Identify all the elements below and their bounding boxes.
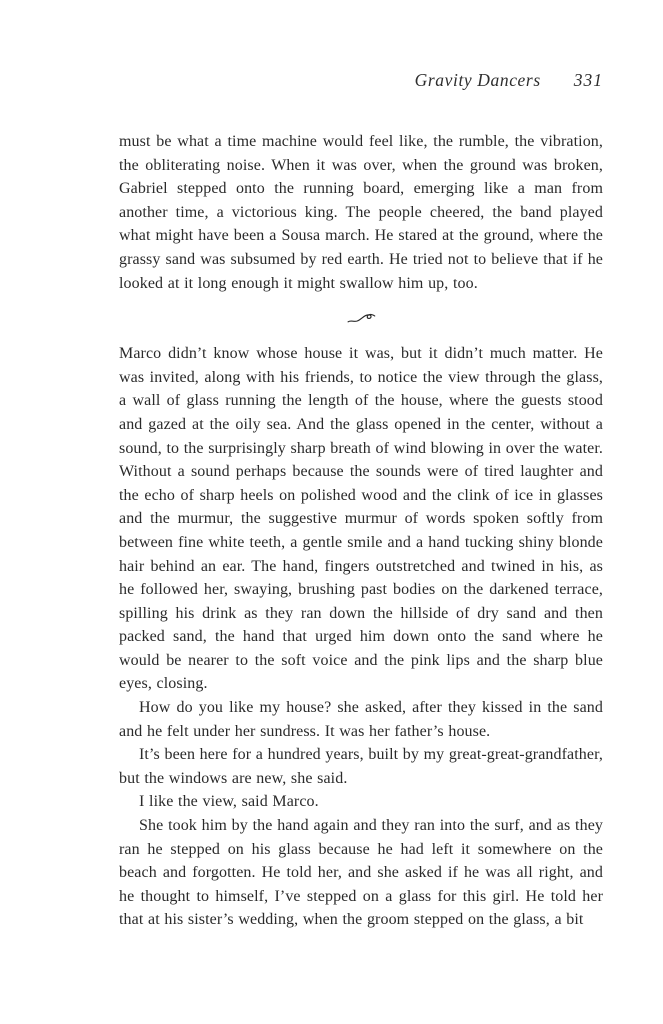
fleuron-icon <box>346 311 376 326</box>
page-number: 331 <box>573 70 603 90</box>
paragraph: It’s been here for a hundred years, built by my great-great-grandfather, but the windows are new, she said. <box>119 746 603 787</box>
paragraph: Marco didn’t know whose house it was, but it didn’t much matter. He was invited, along with his friends, to notice the view through the glass, a wall of glass running the length of the house, where the guests stood and gazed at the oily sea. And the glass opened in the center, without a sound, to the surprisingly sharp breath of wind blowing in over the water. Without a sound perhaps because the sounds were of tired laughter and the echo of sharp heels on polished wood and the clink of ice in glasses and the murmur, the suggestive murmur of words spoken softly from between fine white teeth, a gentle smile and a hand tucking shiny blonde hair behind an ear. The hand, fingers outstretched and twined in his, as he followed her, swaying, brushing past bodies on the darkened terrace, spilling his drink as they ran down the hillside of dry sand and then packed sand, the hand that urged him down onto the sand where he would be nearer to the soft voice and the pink lips and the sharp blue eyes, closing. <box>119 345 603 693</box>
running-header-title: Gravity Dancers <box>414 70 541 90</box>
running-header <box>119 70 603 91</box>
paragraph: She took him by the hand again and they ran into the surf, and as they ran he stepped on his glass because he had left it somewhere on the beach and forgotten. He told her, and she asked if he was all right, and he thought to himself, I’ve stepped on a glass for this girl. He told her that at his sister’s wedding, when the groom stepped on the glass, a bit <box>119 817 603 929</box>
page-body <box>119 130 603 932</box>
paragraph: must be what a time machine would feel like, the rumble, the vibration, the obliterating noise. When it was over, when the ground was broken, Gabriel stepped onto the running board, emerging like a man from another time, a victorious king. The people cheered, the band played what might have been a Sousa march. He stared at the ground, where the grassy sand was subsumed by red earth. He tried not to believe that if he looked at it long enough it might swallow him up, too. <box>119 133 603 292</box>
paragraph: I like the view, said Marco. <box>139 793 319 811</box>
section-break <box>119 295 603 342</box>
paragraph: How do you like my house? she asked, after they kissed in the sand and he felt under her sundress. It was her father’s house. <box>119 699 603 740</box>
